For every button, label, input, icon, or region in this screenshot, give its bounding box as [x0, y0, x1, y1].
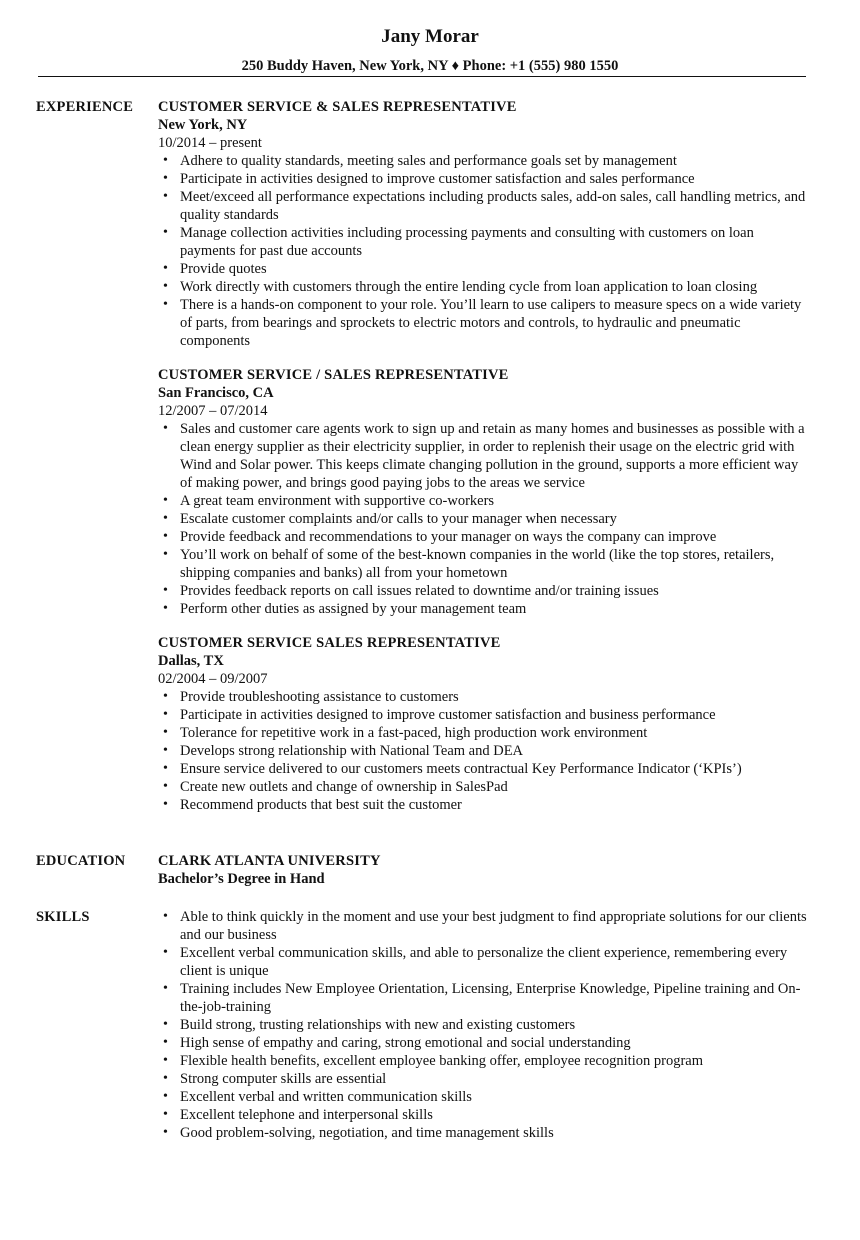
section-title-skills: SKILLS	[36, 909, 90, 925]
bullet-item: • There is a hands-on component to your role. You’ll learn to use calipers to measure specs on a wide variety of parts, from bearings and sprockets to electric motors and controls, to hydraulic and pneumatic components	[158, 296, 813, 350]
education-body	[158, 852, 813, 888]
header-divider	[38, 76, 806, 77]
job-dates: 02/2004 – 09/2007	[158, 671, 268, 687]
bullet-item: • Tolerance for repetitive work in a fast-paced, high production work environment	[158, 724, 813, 742]
job-location: Dallas, TX	[158, 653, 224, 669]
bullet-item: • Sales and customer care agents work to sign up and retain as many homes and businesses as possible with a clean energy supplier as their electricity supplier, in order to replenish their usage on the electric grid with Wind and Solar power. This keeps climate changing pollution in the ground, supports a more efficient way of making power, and brings good paying jobs to the areas we service	[158, 420, 813, 492]
education-degree: Bachelor’s Degree in Hand	[158, 871, 325, 887]
candidate-name: Jany Morar	[381, 26, 479, 47]
job-dates: 10/2014 – present	[158, 135, 262, 151]
job-entry	[158, 634, 813, 814]
skills-body	[158, 908, 813, 1142]
bullet-item: • Adhere to quality standards, meeting sales and performance goals set by management	[158, 152, 813, 170]
skill-item: • High sense of empathy and caring, strong emotional and social understanding	[158, 1034, 813, 1052]
job-bullets	[158, 152, 813, 350]
experience-body	[158, 98, 813, 830]
skill-item: • Training includes New Employee Orientation, Licensing, Enterprise Knowledge, Pipeline training and On-the-job-training	[158, 980, 813, 1016]
job-title: CUSTOMER SERVICE SALES REPRESENTATIVE	[158, 635, 501, 651]
bullet-item: • Provides feedback reports on call issues related to downtime and/or training issues	[158, 582, 813, 600]
skills-list	[158, 908, 813, 1142]
job-title: CUSTOMER SERVICE / SALES REPRESENTATIVE	[158, 367, 509, 383]
skill-item: • Build strong, trusting relationships with new and existing customers	[158, 1016, 813, 1034]
section-title-experience: EXPERIENCE	[36, 99, 134, 115]
bullet-item: • Ensure service delivered to our customers meets contractual Key Performance Indicator (‘KPIs’)	[158, 760, 813, 778]
bullet-item: • Participate in activities designed to improve customer satisfaction and business performance	[158, 706, 813, 724]
job-bullets	[158, 688, 813, 814]
job-bullets	[158, 420, 813, 618]
bullet-item: • Recommend products that best suit the customer	[158, 796, 813, 814]
job-entry	[158, 98, 813, 350]
bullet-item: • You’ll work on behalf of some of the best-known companies in the world (like the top stores, retailers, shipping companies and banks) all from your hometown	[158, 546, 813, 582]
education-school: CLARK ATLANTA UNIVERSITY	[158, 853, 381, 869]
skill-item: • Excellent verbal communication skills, and able to personalize the client experience, remembering every client is unique	[158, 944, 813, 980]
job-title: CUSTOMER SERVICE & SALES REPRESENTATIVE	[158, 99, 517, 115]
job-location: San Francisco, CA	[158, 385, 274, 401]
bullet-item: • Provide troubleshooting assistance to customers	[158, 688, 813, 706]
job-dates: 12/2007 – 07/2014	[158, 403, 268, 419]
skill-item: • Excellent verbal and written communication skills	[158, 1088, 813, 1106]
job-entry	[158, 366, 813, 618]
skill-item: • Able to think quickly in the moment and use your best judgment to find appropriate solutions for our clients and our business	[158, 908, 813, 944]
skill-item: • Good problem-solving, negotiation, and time management skills	[158, 1124, 813, 1142]
job-location: New York, NY	[158, 117, 248, 133]
contact-line: 250 Buddy Haven, New York, NY ♦ Phone: +1 (555) 980 1550	[241, 58, 619, 74]
skill-item: • Strong computer skills are essential	[158, 1070, 813, 1088]
bullet-item: • Meet/exceed all performance expectations including products sales, add-on sales, call handling metrics, and quality standards	[158, 188, 813, 224]
resume-header	[0, 26, 860, 75]
bullet-item: • Provide quotes	[158, 260, 813, 278]
section-title-education: EDUCATION	[36, 853, 126, 869]
bullet-item: • A great team environment with supportive co-workers	[158, 492, 813, 510]
bullet-item: • Escalate customer complaints and/or calls to your manager when necessary	[158, 510, 813, 528]
bullet-item: • Manage collection activities including processing payments and consulting with customers on loan payments for past due accounts	[158, 224, 813, 260]
bullet-item: • Develops strong relationship with National Team and DEA	[158, 742, 813, 760]
bullet-item: • Participate in activities designed to improve customer satisfaction and sales performance	[158, 170, 813, 188]
bullet-item: • Work directly with customers through the entire lending cycle from loan application to loan closing	[158, 278, 813, 296]
skill-item: • Flexible health benefits, excellent employee banking offer, employee recognition program	[158, 1052, 813, 1070]
bullet-item: • Provide feedback and recommendations to your manager on ways the company can improve	[158, 528, 813, 546]
skill-item: • Excellent telephone and interpersonal skills	[158, 1106, 813, 1124]
bullet-item: • Perform other duties as assigned by your management team	[158, 600, 813, 618]
bullet-item: • Create new outlets and change of ownership in SalesPad	[158, 778, 813, 796]
